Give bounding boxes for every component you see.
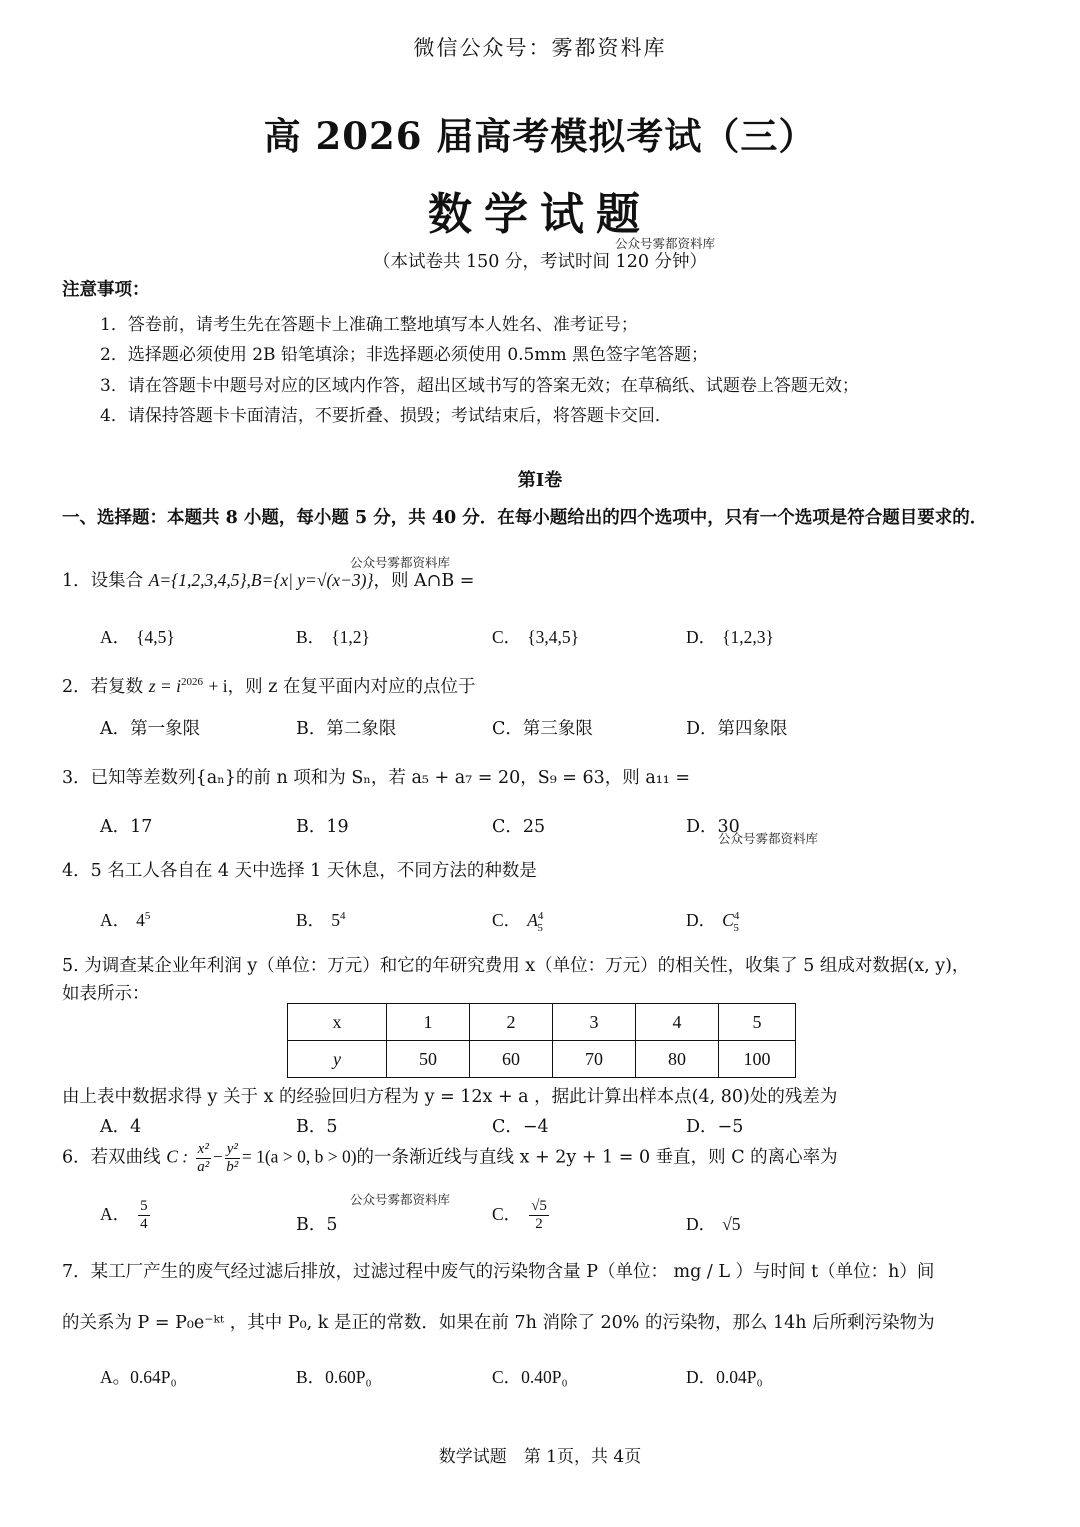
q3-option-c[interactable]: C．25 — [492, 817, 546, 837]
table-cell: 50 — [387, 1041, 470, 1078]
note-item: 2．选择题必须使用 2B 铅笔填涂；非选择题必须使用 0.5mm 黑色签字笔答题； — [100, 345, 709, 365]
option-label: D． — [686, 1214, 717, 1234]
q2-option-c[interactable]: C．第三象限 — [492, 719, 593, 739]
question-3: 3．已知等差数列{aₙ}的前 n 项和为 Sₙ，若 a₅ + a₇ = 20，S₉ = 63，则 a₁₁ = — [62, 768, 691, 788]
q1-option-d[interactable] — [686, 624, 774, 649]
q2-option-d[interactable]: D．第四象限 — [686, 719, 788, 739]
option-exponent: 5 — [144, 910, 151, 923]
fraction-numerator: 5 — [140, 1198, 148, 1214]
q2-option-a[interactable]: A．第一象限 — [100, 719, 201, 739]
q6-label: 6．若双曲线 — [62, 1147, 161, 1168]
q7-option-a[interactable]: A。0.64P₀ — [100, 1367, 177, 1387]
q2-label: 2．若复数 — [62, 677, 144, 697]
option-value: {3,4,5} — [527, 627, 579, 647]
q1-option-c[interactable] — [492, 624, 579, 649]
option-value: √5 — [722, 1214, 741, 1234]
table-cell: 4 — [636, 1004, 719, 1041]
fraction-denominator: 2 — [535, 1215, 543, 1232]
option-label: A． — [100, 1203, 131, 1224]
page-header: 微信公众号：雾都资料库 — [413, 36, 667, 60]
q6-option-d[interactable] — [686, 1211, 741, 1236]
exam-title: 高 2026 届高考模拟考试（三） — [263, 114, 817, 158]
fraction-numerator: y² — [226, 1141, 238, 1157]
option-superscript: 4 — [733, 910, 740, 923]
note-item: 3．请在答题卡中题号对应的区域内作答，超出区域书写的答案无效；在草稿纸、试题卷上答题无效； — [100, 376, 859, 396]
note-item: 4．请保持答题卡卡面清洁，不要折叠、损毁；考试结束后，将答题卡交回． — [100, 406, 672, 426]
table-cell: 2 — [470, 1004, 553, 1041]
table-row — [288, 1004, 796, 1041]
option-label: D． — [686, 627, 717, 647]
option-superscript: 4 — [537, 910, 544, 923]
option-label: A． — [100, 627, 131, 647]
watermark: 公众号雾都资料库 — [350, 555, 451, 570]
volume-title: 第Ⅰ卷 — [517, 470, 563, 491]
table-cell: 100 — [719, 1041, 796, 1078]
question-2 — [62, 673, 476, 698]
option-value: A — [527, 910, 538, 930]
watermark: 公众号雾都资料库 — [350, 1192, 451, 1207]
q3-option-a[interactable]: A．17 — [100, 817, 153, 837]
option-value: {4,5} — [136, 627, 175, 647]
q6-curve: C : — [166, 1146, 189, 1167]
note-item: 1．答卷前，请考生先在答题卡上准确工整地填写本人姓名、准考证号； — [100, 315, 638, 335]
table-cell: 80 — [636, 1041, 719, 1078]
q5-option-b[interactable]: B．5 — [296, 1117, 338, 1137]
option-fraction — [138, 1198, 150, 1232]
option-label: C． — [492, 1203, 522, 1224]
q4-option-b[interactable] — [296, 907, 345, 932]
q6-option-c[interactable] — [492, 1198, 551, 1232]
option-label: A． — [100, 910, 131, 930]
fraction-denominator: b² — [226, 1158, 239, 1175]
q2-exponent: 2026 — [180, 676, 203, 689]
q6-equation: = 1(a > 0, b > 0) — [241, 1146, 357, 1167]
option-label: C． — [492, 627, 522, 647]
table-cell: 70 — [553, 1041, 636, 1078]
question-5-line1: 5. 为调查某企业年利润 y（单位：万元）和它的年研究费用 x（单位：万元）的相关性，收集了 5 组成对数据(x, y)， — [62, 956, 970, 976]
q4-option-a[interactable] — [100, 907, 150, 932]
q6-y-fraction — [225, 1141, 240, 1175]
q3-option-d[interactable]: D．30 — [686, 817, 740, 837]
q1-option-b[interactable] — [296, 624, 370, 649]
fraction-denominator: a² — [197, 1158, 210, 1175]
question-7-line2: 的关系为 P = P₀e⁻ᵏᵗ ，其中 P₀, k 是正的常数．如果在前 7h 消除了 20% 的污染物，那么 14h 后所剩污染物为 — [62, 1313, 935, 1333]
q5-option-a[interactable]: A．4 — [100, 1117, 142, 1137]
option-subscript: 5 — [733, 921, 739, 934]
table-cell: 5 — [719, 1004, 796, 1041]
section-text: 一、选择题：本题共 8 小题，每小题 5 分，共 40 分．在每小题给出的四个选项中，只有一个选项是符合题目要求的． — [62, 508, 988, 528]
table-row — [288, 1041, 796, 1078]
option-value: {1,2,3} — [722, 627, 774, 647]
option-value: 4 — [136, 910, 145, 930]
option-label: B． — [296, 627, 326, 647]
option-value: {1,2} — [331, 627, 370, 647]
q7-option-c[interactable]: C．0.40P₀ — [492, 1367, 568, 1387]
question-6 — [62, 1141, 838, 1175]
q6-option-b[interactable]: B．5 — [296, 1215, 338, 1235]
q1-sets: A={1,2,3,4,5},B={x| y=√(x−3)} — [148, 570, 374, 590]
q3-option-b[interactable]: B．19 — [296, 817, 349, 837]
q5-option-c[interactable]: C．−4 — [492, 1117, 549, 1137]
question-1 — [62, 567, 474, 592]
q1-tail: ，则 A∩B = — [373, 571, 475, 591]
q5-option-d[interactable]: D．−5 — [686, 1117, 744, 1137]
table-cell: 1 — [387, 1004, 470, 1041]
section-heading — [62, 505, 1042, 531]
table-cell: 60 — [470, 1041, 553, 1078]
data-table — [287, 1003, 796, 1078]
option-value: C — [722, 910, 734, 930]
question-7-line1: 7．某工厂产生的废气经过滤后排放，过滤过程中废气的污染物含量 P（单位： mg / L ）与时间 t（单位：h）间 — [62, 1262, 935, 1282]
q1-option-a[interactable] — [100, 624, 175, 649]
question-4: 4．5 名工人各自在 4 天中选择 1 天休息，不同方法的种数是 — [62, 861, 537, 881]
fraction-numerator: √5 — [531, 1198, 547, 1214]
q4-option-d[interactable] — [686, 907, 739, 934]
option-fraction — [529, 1198, 549, 1232]
subject-title: 数学试题 — [428, 189, 652, 240]
option-subscript: 5 — [537, 921, 543, 934]
option-label: B． — [296, 910, 326, 930]
watermark: 公众号雾都资料库 — [718, 831, 819, 846]
option-label: D． — [686, 910, 717, 930]
q2-tail: ，则 z 在复平面内对应的点位于 — [227, 677, 476, 697]
page-footer: 数学试题 第 1页，共 4页 — [438, 1447, 642, 1467]
question-5-followup: 由上表中数据求得 y 关于 x 的经验回归方程为 y = 12x + a ，据此计算出样本点(4, 80)处的残差为 — [62, 1087, 838, 1107]
option-label: C． — [492, 910, 522, 930]
notes-heading: 注意事项： — [62, 280, 150, 300]
option-value: 5 — [331, 910, 340, 930]
q6-minus: − — [212, 1146, 223, 1167]
q4-option-c[interactable] — [492, 907, 543, 934]
q7-option-b[interactable]: B．0.60P₀ — [296, 1367, 372, 1387]
option-exponent: 4 — [339, 910, 346, 923]
fraction-numerator: x² — [197, 1141, 209, 1157]
q6-x-fraction — [196, 1141, 211, 1175]
q2-expr-tail: + i — [208, 676, 228, 696]
fraction-denominator: 4 — [140, 1215, 148, 1232]
q2-option-b[interactable]: B．第二象限 — [296, 719, 397, 739]
watermark: 公众号雾都资料库 — [615, 236, 716, 251]
exam-subtitle: （本试卷共 150 分，考试时间 120 分钟） — [372, 252, 708, 272]
table-cell: x — [288, 1004, 387, 1041]
table-cell: 3 — [553, 1004, 636, 1041]
q7-option-d[interactable]: D．0.04P₀ — [686, 1367, 763, 1387]
table-cell: y — [288, 1041, 387, 1078]
q6-tail: 的一条渐近线与直线 x + 2y + 1 = 0 垂直，则 C 的离心率为 — [356, 1147, 838, 1168]
q1-label: 1．设集合 — [62, 571, 144, 591]
q6-option-a[interactable] — [100, 1198, 152, 1232]
q2-expr: z = i — [148, 676, 181, 696]
question-5-line2: 如表所示： — [62, 984, 150, 1004]
